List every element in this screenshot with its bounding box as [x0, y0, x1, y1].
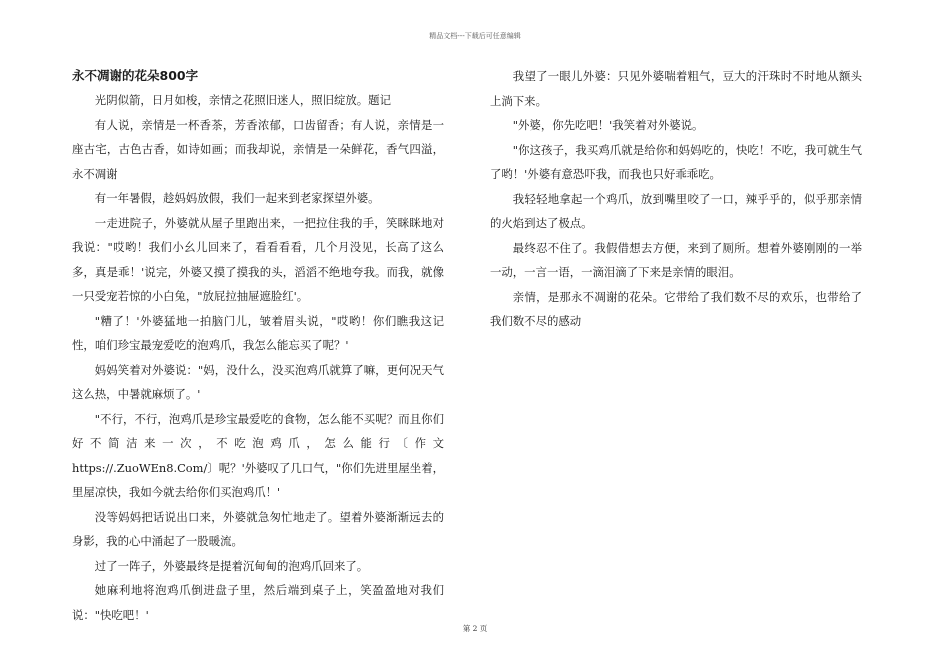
paragraph: 她麻利地将泡鸡爪倒进盘子里，然后端到桌子上，笑盈盈地对我们说："快吃吧！' [72, 583, 444, 622]
paragraph: 我望了一眼儿外婆：只见外婆喘着粗气，豆大的汗珠时不时地从额头上淌下来。 [490, 69, 862, 108]
paragraph: 一走进院子，外婆就从屋子里跑出来，一把拉住我的手，笑眯眯地对我说："哎哟！我们小幺儿回来了，看看看看，几个月没见，长高了这么多，真是乖！'说完，外婆又摸了摸我的头，滔滔不绝地夸我。而我，就像一只受宠若惊的小白兔，"放屁拉抽屉遮脸红'。 [72, 215, 444, 303]
paragraph: "糟了！'外婆猛地一拍脑门儿，皱着眉头说，"哎哟！你们瞧我这记性，咱们珍宝最宠爱吃的泡鸡爪，我怎么能忘买了呢？' [72, 313, 444, 352]
paragraph: 最终忍不住了。我假借想去方便，来到了厕所。想着外婆刚刚的一举一动，一言一语，一滴泪滴了下来是亲情的眼泪。 [490, 240, 862, 279]
header-note: 精品文档---下载后可任意编辑 [429, 32, 521, 40]
right-column [490, 64, 862, 334]
page-number: 第 2 页 [462, 624, 488, 633]
paragraph: "不行，不行，泡鸡爪是珍宝最爱吃的食物，怎么能不买呢？而且你们好不简洁来一次，不吃泡鸡爪，怎么能行〔作文https://.ZuoWEn8.Com/〕呢？'外婆叹了几口气，"你们先进里屋坐着，里屋凉快，我如今就去给你们买泡鸡爪！' [72, 411, 444, 499]
left-column [72, 64, 444, 627]
paragraph: 有一年暑假，趁妈妈放假，我们一起来到老家探望外婆。 [94, 191, 380, 205]
paragraph: 过了一阵子，外婆最终是提着沉甸甸的泡鸡爪回来了。 [94, 558, 369, 573]
paragraph: 光阴似箭，日月如梭，亲情之花照旧迷人，照旧绽放。题记 [94, 93, 391, 107]
paragraph: 亲情，是那永不凋谢的花朵。它带给了我们数不尽的欢乐，也带给了我们数不尽的感动 [490, 289, 862, 328]
paragraph: "你这孩子，我买鸡爪就是给你和妈妈吃的，快吃！不吃，我可就生气了哟！'外婆有意恐吓我，而我也只好乖乖吃。 [490, 142, 862, 181]
paragraph: 没等妈妈把话说出口来，外婆就急匆忙地走了。望着外婆渐渐远去的身影，我的心中涌起了一股暖流。 [72, 509, 444, 548]
document-title: 永不凋谢的花朵800字 [72, 68, 199, 83]
paragraph: "外婆，你先吃吧！'我笑着对外婆说。 [512, 118, 704, 132]
paragraph: 有人说，亲情是一杯香茶，芳香浓郁，口齿留香；有人说，亲情是一座古宅，古色古香，如诗如画；而我却说，亲情是一朵鲜花，香气四溢，永不凋谢 [72, 117, 444, 181]
paragraph: 我轻轻地拿起一个鸡爪，放到嘴里咬了一口，辣乎乎的，似乎那亲情的火焰到达了极点。 [490, 191, 862, 230]
paragraph: 妈妈笑着对外婆说："妈，没什么，没买泡鸡爪就算了嘛，更何况天气这么热，中暑就麻烦了。' [72, 362, 444, 401]
